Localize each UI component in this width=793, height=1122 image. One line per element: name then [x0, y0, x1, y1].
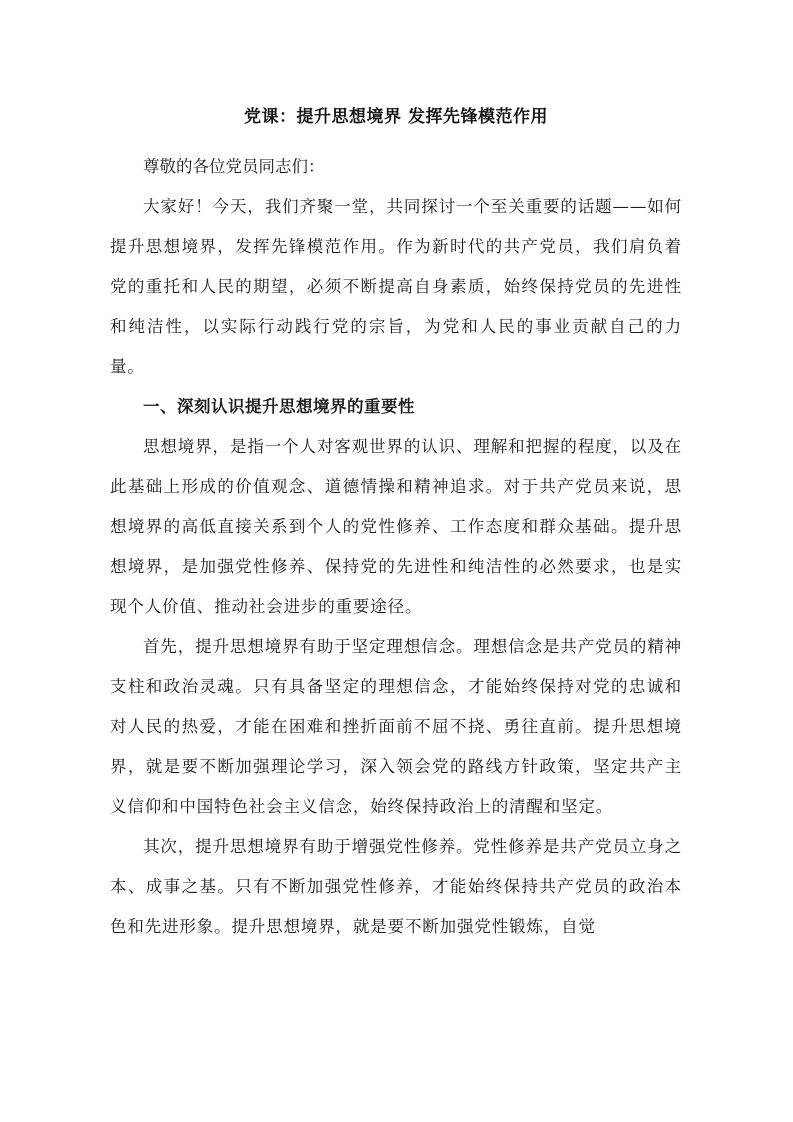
document-title: 党课：提升思想境界 发挥先锋模范作用 — [244, 107, 548, 127]
section-1-paragraph-3: 其次，提升思想境界有助于增强党性修养。党性修养是共产党员立身之本、成事之基。只有不断加强党性修养，才能始终保持共产党员的政治本色和先进形象。提升思想境界，就是要不断加强党性锻炼，自觉 — [110, 837, 682, 936]
section-1-heading: 一、深刻认识提升思想境界的重要性 — [143, 397, 415, 416]
section-1-paragraph-1: 思想境界，是指一个人对客观世界的认识、理解和把握的程度，以及在此基础上形成的价值观念、道德情操和精神追求。对于共产党员来说，思想境界的高低直接关系到个人的党性修养、工作态度和群众基础。提升思想境界，是加强党性修养、保持党的先进性和纯洁性的必然要求，也是实现个人价值、推动社会进步的重要途径。 — [110, 437, 682, 616]
salutation: 尊敬的各位党员同志们： — [143, 157, 325, 176]
intro-paragraph: 大家好！今天，我们齐聚一堂，共同探讨一个至关重要的话题——如何提升思想境界，发挥先锋模范作用。作为新时代的共产党员，我们肩负着党的重托和人民的期望，必须不断提高自身素质，始终保持党员的先进性和纯洁性，以实际行动践行党的宗旨，为党和人民的事业贡献自己的力量。 — [110, 197, 682, 376]
section-1-paragraph-2: 首先，提升思想境界有助于坚定理想信念。理想信念是共产党员的精神支柱和政治灵魂。只有具备坚定的理想信念，才能始终保持对党的忠诚和对人民的热爱，才能在困难和挫折面前不屈不挠、勇往直前。提升思想境界，就是要不断加强理论学习，深入领会党的路线方针政策，坚定共产主义信仰和中国特色社会主义信念，始终保持政治上的清醒和坚定。 — [110, 637, 682, 816]
document-body — [110, 100, 682, 947]
